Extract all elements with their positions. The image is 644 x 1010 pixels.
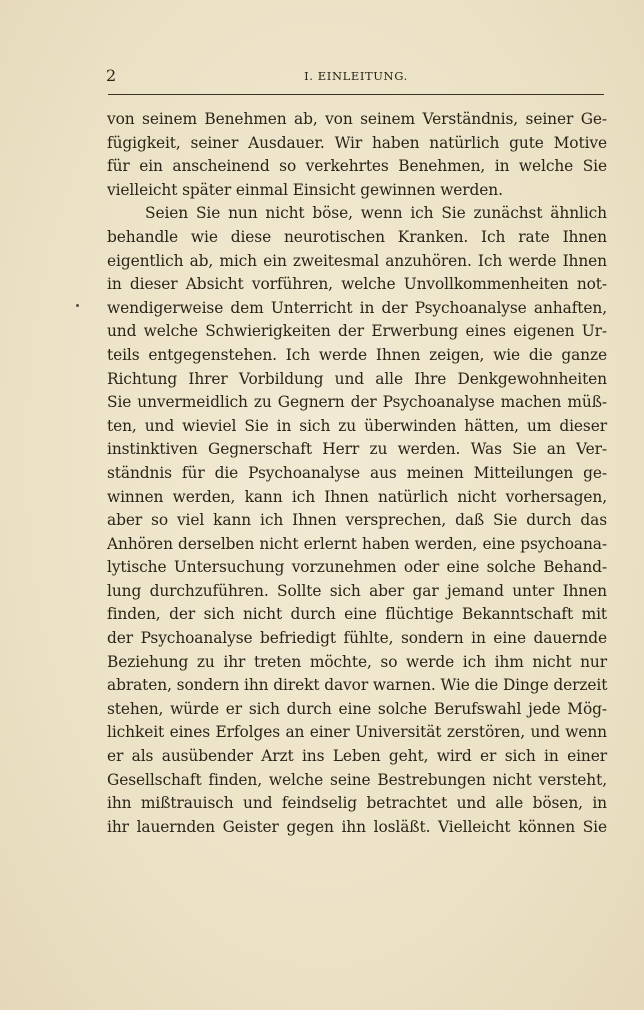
text-line: Seien Sie nun nicht böse, wenn ich Sie zunächst ähnlich [145, 204, 607, 223]
text-line: Beziehung zu ihr treten möchte, so werde ich ihm nicht nur [107, 652, 607, 671]
body-text [107, 108, 607, 839]
text-line: stehen, würde er sich durch eine solche Berufswahl jede Mög- [107, 699, 607, 718]
text-line: aber so viel kann ich Ihnen versprechen, daß Sie durch das [107, 511, 607, 530]
text-line: von seinem Benehmen ab, von seinem Verständnis, seiner Ge- [107, 110, 607, 128]
text-line: behandle wie diese neurotischen Kranken. Ich rate Ihnen [107, 227, 607, 246]
text-line: ständnis für die Psychoanalyse aus meinen Mitteilungen ge- [107, 463, 607, 482]
text-line: lytische Untersuchung vorzunehmen oder eine solche Behand- [107, 558, 607, 577]
text-line: instinktiven Gegnerschaft Herr zu werden. Was Sie an Ver- [107, 440, 607, 459]
page-number: 2 [106, 66, 117, 85]
text-line: ten, und wieviel Sie in sich zu überwinden hätten, um dieser [107, 416, 607, 435]
text-line: teils entgegenstehen. Ich werde Ihnen zeigen, wie die ganze [107, 345, 607, 364]
text-line: fügigkeit, seiner Ausdauer. Wir haben natürlich gute Motive [107, 133, 607, 152]
margin-mark [76, 304, 79, 307]
text-line: Richtung Ihrer Vorbildung und alle Ihre Denkgewohnheiten [107, 369, 607, 388]
text-line: winnen werden, kann ich Ihnen natürlich nicht vorhersagen, [107, 487, 607, 506]
text-line: Gesellschaft finden, welche seine Bestrebungen nicht versteht, [107, 770, 607, 789]
text-line: finden, der sich nicht durch eine flüchtige Bekanntschaft mit [107, 605, 607, 624]
text-line: und welche Schwierigkeiten der Erwerbung eines eigenen Ur- [107, 322, 607, 341]
text-line: wendigerweise dem Unterricht in der Psychoanalyse anhaften, [107, 298, 607, 317]
header-rule [108, 94, 604, 95]
text-line: abraten, sondern ihn direkt davor warnen. Wie die Dinge derzeit [107, 676, 608, 695]
text-line: ihr lauernden Geister gegen ihn losläßt. Vielleicht können Sie [107, 817, 607, 836]
text-line: lung durchzuführen. Sollte sich aber gar jemand unter Ihnen [107, 581, 607, 600]
text-line: Sie unvermeidlich zu Gegnern der Psychoanalyse machen müß- [107, 393, 607, 412]
text-line: in dieser Absicht vorführen, welche Unvollkommenheiten not- [107, 275, 607, 294]
text-line: ihn mißtrauisch und feindselig betrachtet und alle bösen, in [107, 794, 607, 813]
text-line: Anhören derselben nicht erlernt haben werden, eine psychoana- [107, 534, 607, 553]
text-line: eigentlich ab, mich ein zweitesmal anzuhören. Ich werde Ihnen [107, 251, 607, 270]
text-line: lichkeit eines Erfolges an einer Universität zerstören, und wenn [107, 723, 607, 742]
text-line: der Psychoanalyse befriedigt fühlte, sondern in eine dauernde [107, 629, 607, 648]
text-line: für ein anscheinend so verkehrtes Benehmen, in welche Sie [107, 157, 607, 176]
text-line: er als ausübender Arzt ins Leben geht, wird er sich in einer [107, 747, 607, 766]
page-header [106, 66, 606, 88]
text-line: vielleicht später einmal Einsicht gewinnen werden. [107, 180, 503, 199]
running-head: I. EINLEITUNG. [304, 69, 408, 83]
